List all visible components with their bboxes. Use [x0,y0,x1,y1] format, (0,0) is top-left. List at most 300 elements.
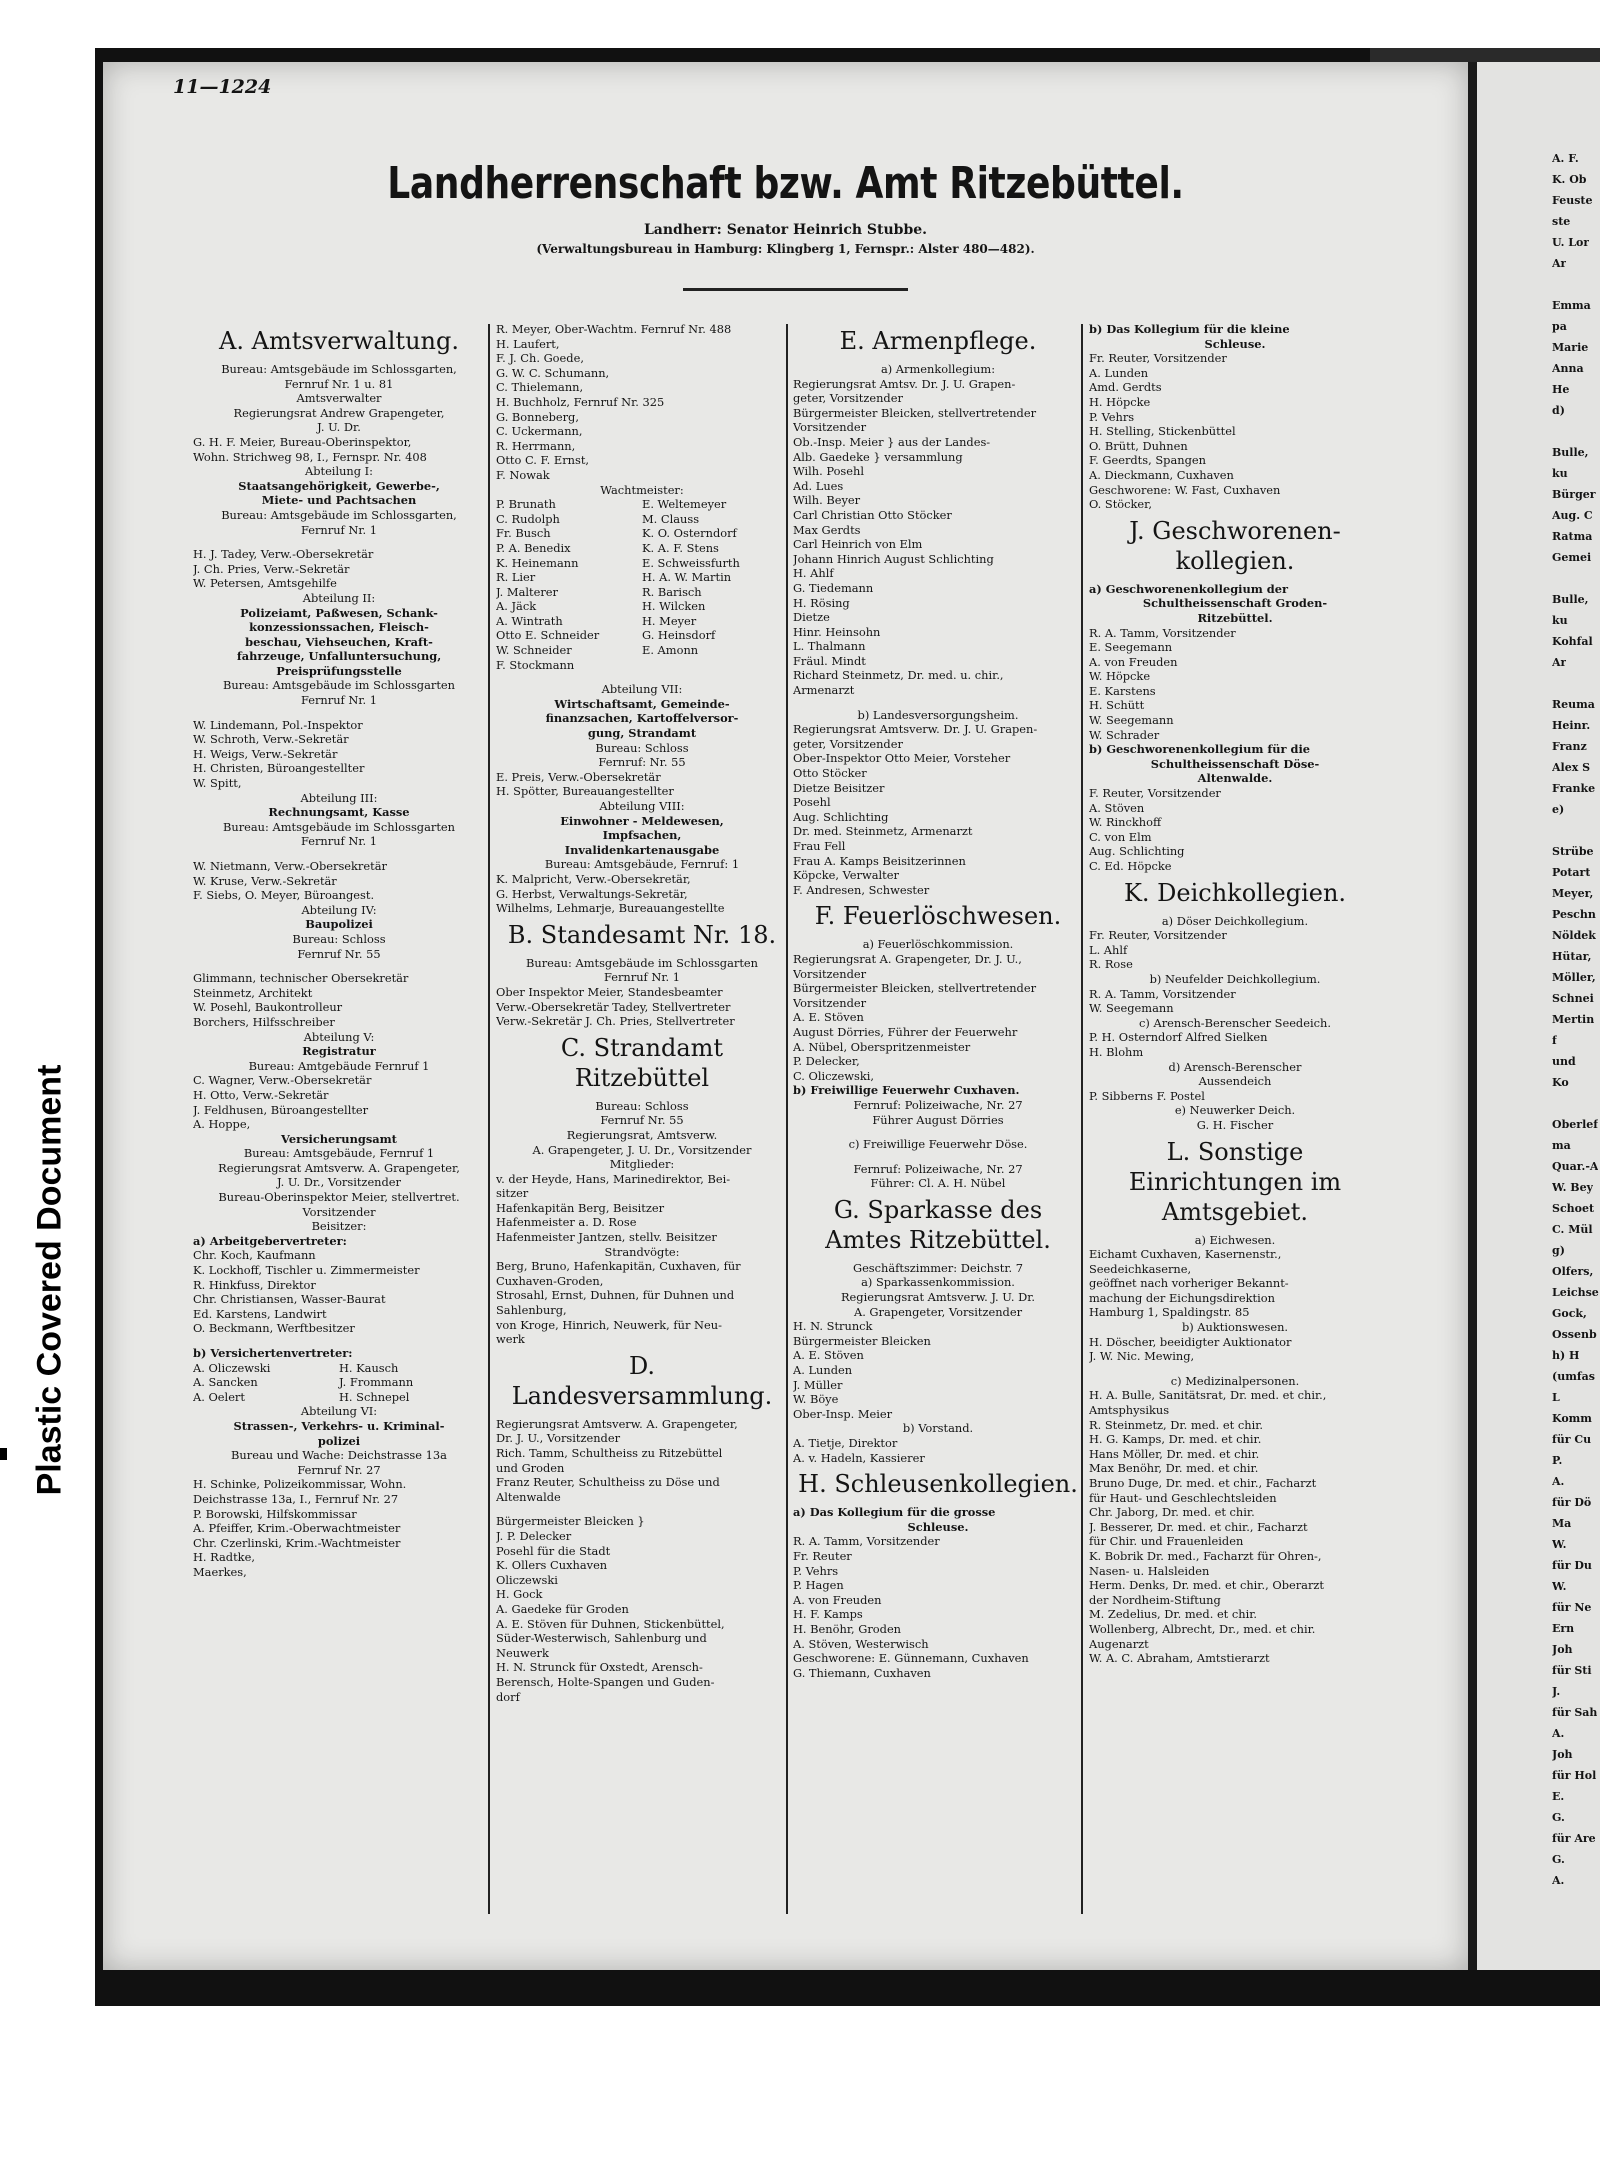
entry-line: P. H. Osterndorf Alfred Sielken [1089,1030,1268,1045]
entry-line: J. Feldhusen, Büroangestellter [193,1102,369,1117]
entry-line: Dietze Beisitzer [793,780,885,795]
entry-line: Posehl [793,795,831,810]
entry-line: W. Höpcke [1089,669,1151,684]
entry-pair [496,512,788,527]
entry-line: Dr. med. Steinmetz, Armenarzt [793,824,973,839]
entry-line: Hans Möller, Dr. med. et chir. [1089,1446,1260,1461]
entry-line: E. Preis, Verw.-Obersekretär [496,769,661,784]
section-heading: K. Deichkollegien. [1123,878,1347,907]
centered-line: Regierungsrat Amtsverw. A. Grapengeter, [218,1160,460,1175]
spacer [496,1504,788,1514]
entry-line: H. G. Kamps, Dr. med. et chir. [1089,1432,1262,1447]
entry-line: W. Nietmann, Verw.-Obersekretär [193,859,387,873]
section-heading: H. Schleusenkollegien. [798,1470,1078,1499]
next-page-fragment: Bulle, [1552,446,1589,459]
entry-line: W. Spitt, [193,776,242,791]
entry-line: Hamburg 1, Spaldingstr. 85 [1089,1305,1250,1320]
entry-line: Verw.-Obersekretär Tadey, Stellvertreter [496,999,731,1014]
section-heading: C. Strandamt Ritzebüttel [560,1033,724,1092]
centered-line: J. U. Dr., Vorsitzender [276,1175,401,1190]
entry-line: Otto Stöcker [793,766,867,781]
entry-line: Frau Fell [793,839,846,853]
entry-line: Wollenberg, Albrecht, Dr., med. et chir. [1089,1621,1316,1636]
entry-name: W. Schneider [496,643,572,658]
subsection-heading: Polizeiamt, Paßwesen, Schank- [240,605,438,620]
entry-line: P. Borowski, Hilfskommissar [193,1506,357,1521]
entry-line: Berg, Bruno, Hafenkapitän, Cuxhaven, für [496,1259,741,1274]
side-label: Plastic Covered Document [30,1064,69,1496]
entry-name: P. Brunath [496,497,556,512]
next-page-fragment: Olfers, [1552,1265,1594,1278]
entry-line: R. Steinmetz, Dr. med. et chir. [1089,1417,1264,1432]
centered-line: Abteilung IV: [301,902,377,917]
entry-line: Ober Inspektor Meier, Standesbeamter [496,984,723,999]
landherr-line: Landherr: Senator Heinrich Stubbe. [643,222,928,238]
next-page-fragment: Reuma [1552,698,1595,711]
entry-line: F. J. Ch. Goede, [496,351,584,366]
subsection-heading: Schleuse. [1204,336,1266,351]
entry-line: W. Schroth, Verw.-Sekretär [193,732,349,747]
entry-line: H. J. Tadey, Verw.-Obersekretär [193,547,374,562]
entry-line: A. E. Stöven [793,1010,864,1025]
centered-line: d) Arensch-Berenscher [1168,1059,1302,1074]
centered-line: c) Medizinalpersonen. [1170,1373,1300,1388]
entry-line: C. Oliczewski, [793,1068,875,1083]
book-gutter [1468,62,1477,1970]
subsection-heading: beschau, Viehseuchen, Kraft- [245,634,433,649]
next-page-fragment: ma [1552,1139,1571,1152]
entry-line: Fräul. Mindt [793,653,866,668]
entry-line: H. Radtke, [193,1550,255,1565]
entry-line: L. Ahlf [1089,942,1128,957]
centered-line: Bureau: Schloss [595,1098,689,1113]
next-page-fragment: Potart [1552,866,1591,879]
subsection-heading: Baupolizei [305,917,373,932]
entry-line: Fr. Reuter [793,1548,852,1563]
spacer [793,1152,1083,1162]
centered-line: J. U. Dr. [317,420,361,435]
subsection-heading: Invalidenkartenausgabe [564,842,720,857]
entry-line: A. von Freuden [1089,654,1178,669]
entry-line: A. Stöven [1089,800,1145,815]
column-2 [496,322,788,1704]
section-heading: D. Landesversammlung. [511,1351,773,1410]
next-page-fragment: für Hol [1552,1769,1597,1782]
entry-line: A. Lunden [793,1363,853,1378]
next-page-fragment: für Dö [1552,1496,1592,1509]
next-page-fragment: He [1552,383,1570,396]
entry-line: H. Benöhr, Groden [793,1621,902,1636]
entry-line: Vorsitzender [793,966,867,981]
bold-line: b) Freiwillige Feuerwehr Cuxhaven. [793,1083,1020,1098]
entry-line: Bürgermeister Bleicken, stellvertretender [793,405,1037,420]
centered-line: Bureau: Amtsgebäude im Schlossgarten, [221,362,457,376]
bold-line: b) Geschworenenkollegium für die [1089,742,1311,757]
entry-line: F. Stockmann [496,657,575,672]
entry-line: H. Schütt [1089,698,1145,713]
next-page-fragment: P. [1552,1454,1563,1467]
next-page-fragment: ku [1552,614,1568,627]
entry-line: R. A. Tamm, Vorsitzender [1089,986,1236,1001]
entry-line: Dr. J. U., Vorsitzender [496,1431,621,1446]
entry-line: Eichamt Cuxhaven, Kasernenstr., [1089,1247,1282,1262]
column-divider [488,324,490,1914]
entry-line: Chr. Czerlinski, Krim.-Wachtmeister [193,1535,401,1550]
section-heading: B. Standesamt Nr. 18. [507,920,777,949]
entry-line: W. A. C. Abraham, Amtstierarzt [1089,1651,1270,1666]
entry-line: Rich. Tamm, Schultheiss zu Ritzebüttel [496,1446,723,1460]
entry-line: A. Lunden [1089,365,1149,380]
entry-line: A. Stöven, Westerwisch [793,1636,929,1651]
entry-line: K. Bobrik Dr. med., Facharzt für Ohren-, [1089,1548,1322,1563]
next-page-fragment: Ossenb [1552,1328,1597,1341]
entry-line: R. Meyer, Ober-Wachtm. Fernruf Nr. 488 [496,322,732,336]
subsection-heading: finanzsachen, Kartoffelversor- [545,711,739,726]
next-page-fragment: Nöldek [1552,929,1596,942]
entry-line: W. Seegemann [1089,713,1174,728]
entry-line: A. Dieckmann, Cuxhaven [1089,467,1234,482]
next-page-fragment: für Are [1552,1832,1596,1845]
title-rule [683,288,908,291]
entry-name: A. Sancken [193,1375,258,1390]
next-page-fragment: Emma [1552,299,1591,312]
entry-pair [496,497,788,512]
centered-line: Führer August Dörries [872,1112,1004,1127]
entry-line: Wilh. Beyer [793,493,861,508]
entry-line: Ed. Karstens, Landwirt [193,1306,327,1321]
entry-pair [193,1390,485,1405]
entry-name: A. Jäck [496,599,537,614]
centered-line: Fernruf Nr. 1 [300,834,378,849]
next-page-edge [1477,62,1600,1970]
centered-line: Abteilung II: [302,590,376,605]
entry-line: Wilhelms, Lehmarje, Bureauangestellte [496,901,725,916]
centered-line: c) Arensch-Berenscher Seedeich. [1139,1015,1331,1030]
subsection-heading: Wirtschaftsamt, Gemeinde- [554,696,730,711]
subsection-heading: gung, Strandamt [587,726,697,741]
entry-line: Glimmann, technischer Obersekretär [193,971,409,986]
entry-line: H. N. Strunck für Oxstedt, Arensch- [496,1660,703,1675]
entry-name: A. Oliczewski [193,1360,271,1375]
entry-line: für Haut- und Geschlechtsleiden [1089,1490,1277,1505]
centered-line: Bureau-Oberinspektor Meier, stellvertret. [218,1190,460,1205]
entry-line: Sahlenburg, [496,1303,567,1318]
next-page-fragment: für Sah [1552,1706,1598,1719]
next-page-fragment: f [1552,1034,1557,1047]
entry-line: A. von Freuden [793,1592,882,1607]
entry-line: Geschworene: E. Günnemann, Cuxhaven [793,1651,1029,1666]
entry-name: H. Kausch [339,1360,399,1375]
entry-line: W. Schrader [1089,727,1160,742]
entry-line: P. Vehrs [1089,409,1135,424]
entry-line: A. Tietje, Direktor [793,1436,898,1450]
next-page-fragment: Joh [1552,1748,1573,1761]
entry-line: C. Wagner, Verw.-Obersekretär [193,1073,372,1088]
entry-name: A. Wintrath [496,613,563,628]
centered-line: b) Vorstand. [902,1421,974,1436]
entry-name: P. A. Benedix [496,540,571,555]
entry-line: L. Thalmann [793,639,866,654]
next-page-fragment: pa [1552,320,1567,333]
address-line: (Verwaltungsbureau in Hamburg: Klingberg 1, Fernspr.: Alster 480—482). [536,242,1035,256]
entry-line: J. W. Nic. Mewing, [1089,1349,1195,1364]
centered-line: Regierungsrat Andrew Grapengeter, [233,405,445,420]
entry-line: W. Petersen, Amtsgehilfe [193,576,337,591]
entry-line: Bürgermeister Bleicken [793,1333,931,1348]
entry-line: H. Blohm [1089,1044,1144,1059]
bold-line: a) Geschworenenkollegium der [1089,581,1288,596]
entry-line: A. Nübel, Oberspritzenmeister [793,1039,971,1054]
entry-line: P. Vehrs [793,1563,839,1578]
subsection-heading: Ritzebüttel. [1197,610,1273,625]
bold-line: b) Das Kollegium für die kleine [1089,322,1290,336]
entry-line: Bürgermeister Bleicken } [496,1514,645,1529]
entry-line: G. W. C. Schumann, [496,365,610,380]
bold-line: a) Arbeitgebervertreter: [193,1233,347,1248]
entry-pair [496,599,788,614]
entry-line: Oliczewski [496,1572,558,1587]
subsection-heading: Miete- und Pachtsachen [261,493,417,508]
next-page-fragment: ku [1552,467,1568,480]
centered-line: Bureau: Amtsgebäude, Fernruf 1 [243,1146,435,1161]
entry-name: K. O. Osterndorf [642,526,737,541]
entry-line: R. Herrmann, [496,438,576,453]
entry-line: Hafenmeister Jantzen, stellv. Beisitzer [496,1230,717,1245]
next-page-fragment: E. [1552,1790,1565,1803]
centered-line: Fernruf Nr. 1 [300,522,378,537]
entry-name: E. Schweissfurth [642,555,740,570]
centered-line: Bureau: Schloss [595,740,689,755]
entry-line: C. Thielemann, [496,380,584,395]
entry-line: H. Otto, Verw.-Sekretär [193,1087,329,1102]
entry-line: P. Sibberns F. Postel [1089,1088,1205,1103]
subsection-heading: Schleuse. [907,1519,969,1534]
entry-line: Köpcke, Verwalter [793,868,899,883]
entry-line: K. Malpricht, Verw.-Obersekretär, [496,871,691,886]
centered-line: Bureau: Schloss [292,931,386,946]
subsection-heading: Rechnungsamt, Kasse [268,805,410,820]
entry-name: E. Weltemeyer [642,497,727,512]
spacer [1089,1364,1381,1374]
entry-line: W. Böye [793,1392,839,1407]
centered-line: a) Sparkassenkommission. [861,1275,1015,1290]
centered-line: a) Döser Deichkollegium. [1161,913,1309,928]
entry-pair [496,628,788,643]
spacer [496,672,788,682]
entry-line: August Dörries, Führer der Feuerwehr [793,1024,1018,1039]
next-page-fragment: Ma [1552,1517,1572,1530]
entry-line: H. Ahlf [793,566,834,581]
next-page-fragment: Ar [1552,257,1567,270]
next-page-fragment: Mertin [1552,1013,1595,1026]
centered-line: Geschäftszimmer: Deichstr. 7 [852,1260,1024,1275]
next-page-fragment: C. Mül [1552,1223,1593,1236]
entry-line: und Groden [496,1460,565,1475]
spacer [793,698,1083,708]
next-page-fragment: A. F. [1552,152,1579,165]
entry-line: Regierungsrat Amtsverw. Dr. J. U. Grapen- [793,722,1038,737]
entry-line: Bruno Duge, Dr. med. et chir., Facharzt [1089,1476,1317,1490]
entry-line: Bürgermeister Bleicken, stellvertretender [793,981,1037,996]
centered-line: Vorsitzender [302,1204,376,1219]
entry-line: H. N. Strunck [793,1319,873,1334]
next-page-fragment: A. [1552,1874,1565,1887]
entry-line: Aug. Schlichting [793,809,889,824]
entry-line: für Chir. und Frauenleiden [1089,1534,1244,1549]
entry-line: H. Weigs, Verw.-Sekretär [193,746,338,761]
centered-line: Bureau: Amtsgebäude im Schlossgarten [223,678,455,693]
entry-line: Verw.-Sekretär J. Ch. Pries, Stellvertreter [496,1014,735,1029]
entry-line: Amtsphysikus [1089,1403,1170,1418]
entry-line: Hinr. Heinsohn [793,624,881,639]
entry-line: C. Uckermann, [496,424,583,439]
entry-line: Max Benöhr, Dr. med. et chir. [1089,1461,1259,1476]
entry-line: W. Seegemann [1089,1001,1174,1016]
entry-name: K. A. F. Stens [642,540,719,555]
entry-name: R. Barisch [642,584,702,599]
next-page-fragment: A. [1552,1475,1565,1488]
next-page-fragment: Marie [1552,341,1589,354]
centered-line: Abteilung VI: [300,1404,378,1419]
entry-line: H. A. Bulle, Sanitätsrat, Dr. med. et chir., [1089,1388,1327,1403]
centered-line: Fernruf Nr. 55 [600,1113,684,1128]
entry-name: J. Frommann [339,1375,414,1390]
entry-line: Franz Reuter, Schultheiss zu Döse und [496,1475,720,1490]
centered-line: a) Armenkollegium: [880,362,996,376]
next-page-fragment: für Sti [1552,1664,1592,1677]
centered-line: Fernruf Nr. 1 u. 81 [284,376,394,391]
next-page-fragment: Bürger [1552,488,1596,501]
centered-line: Abteilung V: [303,1029,375,1044]
entry-line: v. der Heyde, Hans, Marinedirektor, Bei- [496,1171,731,1186]
spacer [193,1336,485,1346]
entry-line: Amd. Gerdts [1089,380,1162,395]
entry-line: P. Delecker, [793,1054,860,1069]
next-page-fragment: J. [1552,1685,1561,1698]
entry-line: O. Brütt, Duhnen [1089,438,1188,453]
entry-line: Altenwalde [496,1489,561,1504]
section-heading: J. Geschworenen-kollegien. [1129,516,1341,575]
centered-line: e) Neuwerker Deich. [1174,1103,1296,1118]
next-page-fragment: A. [1552,1727,1565,1740]
centered-line: Regierungsrat, Amtsverw. [566,1127,718,1142]
entry-name: E. Amonn [642,643,699,658]
entry-pair [496,541,788,556]
entry-line: Ober-Inspektor Otto Meier, Vorsteher [793,751,1011,766]
subsection-heading: fahrzeuge, Unfalluntersuchung, [236,649,442,664]
next-page-fragment: Ko [1552,1076,1569,1089]
next-page-fragment: Komm [1552,1412,1592,1425]
entry-line: A. Hoppe, [193,1117,251,1132]
entry-line: H. Rösing [793,595,850,610]
centered-line: b) Neufelder Deichkollegium. [1149,971,1321,986]
entry-line: O. Beckmann, Werftbesitzer [193,1321,355,1336]
entry-line: F. Nowak [496,467,550,482]
entry-pair [193,1375,485,1390]
centered-line: Abteilung VIII: [599,799,685,813]
entry-line: Wohn. Strichweg 98, I., Fernspr. Nr. 408 [193,449,427,464]
entry-line: J. Ch. Pries, Verw.-Sekretär [193,561,350,576]
entry-pair [496,570,788,585]
centered-line: Bureau und Wache: Deichstrasse 13a [231,1448,447,1463]
entry-name: H. Meyer [642,613,697,628]
entry-line: Ober-Insp. Meier [793,1406,893,1421]
entry-name: H. Schnepel [339,1389,410,1404]
next-page-fragment: e) [1552,803,1565,816]
entry-line: Herm. Denks, Dr. med. et chir., Oberarzt [1089,1578,1324,1593]
entry-line: A. v. Hadeln, Kassierer [793,1450,925,1465]
entry-line: M. Zedelius, Dr. med. et chir. [1089,1607,1258,1622]
centered-line: Aussendeich [1198,1074,1272,1089]
entry-line: Johann Hinrich August Schlichting [793,551,994,566]
entry-line: geöffnet nach vorheriger Bekannt- [1089,1276,1289,1291]
entry-line: H. F. Kamps [793,1607,863,1622]
centered-line: Strandvögte: [604,1244,680,1259]
entry-line: Chr. Jaborg, Dr. med. et chir. [1089,1505,1255,1520]
centered-line: Wachtmeister: [600,482,684,497]
next-page-fragment: Ar [1552,656,1567,669]
next-page-fragment: Franke [1552,782,1596,795]
entry-line: H. Christen, Büroangestellter [193,761,365,776]
entry-line: Hafenkapitän Berg, Beisitzer [496,1200,665,1215]
entry-line: J. Müller [793,1377,843,1392]
centered-line: Abteilung I: [304,464,374,479]
entry-line: H. Spötter, Bureauangestellter [496,784,674,799]
entry-line: R. Hinkfuss, Direktor [193,1277,316,1292]
centered-line: b) Landesversorgungsheim. [857,707,1019,722]
entry-line: G. Thiemann, Cuxhaven [793,1665,931,1680]
centered-line: A. Grapengeter, J. U. Dr., Vorsitzender [532,1142,752,1157]
entry-line: Maerkes, [193,1564,247,1579]
subsection-heading: Schultheissenschaft Döse- [1150,756,1320,771]
centered-line: Amtsverwalter [296,391,382,406]
next-page-fragment: Quar.-A [1552,1160,1599,1173]
centered-line: G. H. Fischer [1196,1117,1274,1132]
entry-line: Steinmetz, Architekt [193,985,313,1000]
next-page-fragment: ste [1552,215,1571,228]
next-page-fragment: für Cu [1552,1433,1592,1446]
entry-line: Fr. Reuter, Vorsitzender [1089,928,1227,943]
entry-line: P. Hagen [793,1578,844,1593]
centered-line: Fernruf: Polizeiwache, Nr. 27 [853,1161,1023,1176]
entry-line: E. Seegemann [1089,640,1173,655]
next-page-fragment: Ern [1552,1622,1575,1635]
spacer [193,537,485,547]
next-page-fragment: Bulle, [1552,593,1589,606]
centered-line: Abteilung VII: [601,682,683,697]
entry-line: werk [496,1332,525,1347]
entry-line: H. Schinke, Polizeikommissar, Wohn. [193,1477,407,1492]
entry-line: Seedeichkaserne, [1089,1261,1192,1276]
subsection-heading: Strassen-, Verkehrs- u. Kriminal- [233,1418,445,1433]
centered-line: c) Freiwillige Feuerwehr Döse. [848,1137,1028,1152]
centered-line: Bureau: Amtsgebäude, Fernruf: 1 [544,857,740,872]
entry-line: H. Buchholz, Fernruf Nr. 325 [496,394,665,409]
entry-line: Geschworene: W. Fast, Cuxhaven [1089,482,1281,497]
entry-line: J. Besserer, Dr. med. et chir., Facharzt [1089,1519,1308,1534]
entry-line: H. Gock [496,1587,543,1602]
entry-line: A. Gaedeke für Groden [496,1601,629,1616]
subsection-heading: Staatsangehörigkeit, Gewerbe-, [238,478,440,493]
entry-line: Aug. Schlichting [1089,844,1185,859]
centered-line: Bureau: Amtgebäude Fernruf 1 [248,1058,430,1073]
entry-line: Dietze [793,610,830,625]
entry-line: F. Siebs, O. Meyer, Büroangest. [193,888,375,903]
entry-line: Alb. Gaedeke } versammlung [793,449,963,464]
entry-line: Neuwerk [496,1645,549,1660]
entry-line: K. Ollers Cuxhaven [496,1558,608,1573]
document-page [103,62,1468,1970]
